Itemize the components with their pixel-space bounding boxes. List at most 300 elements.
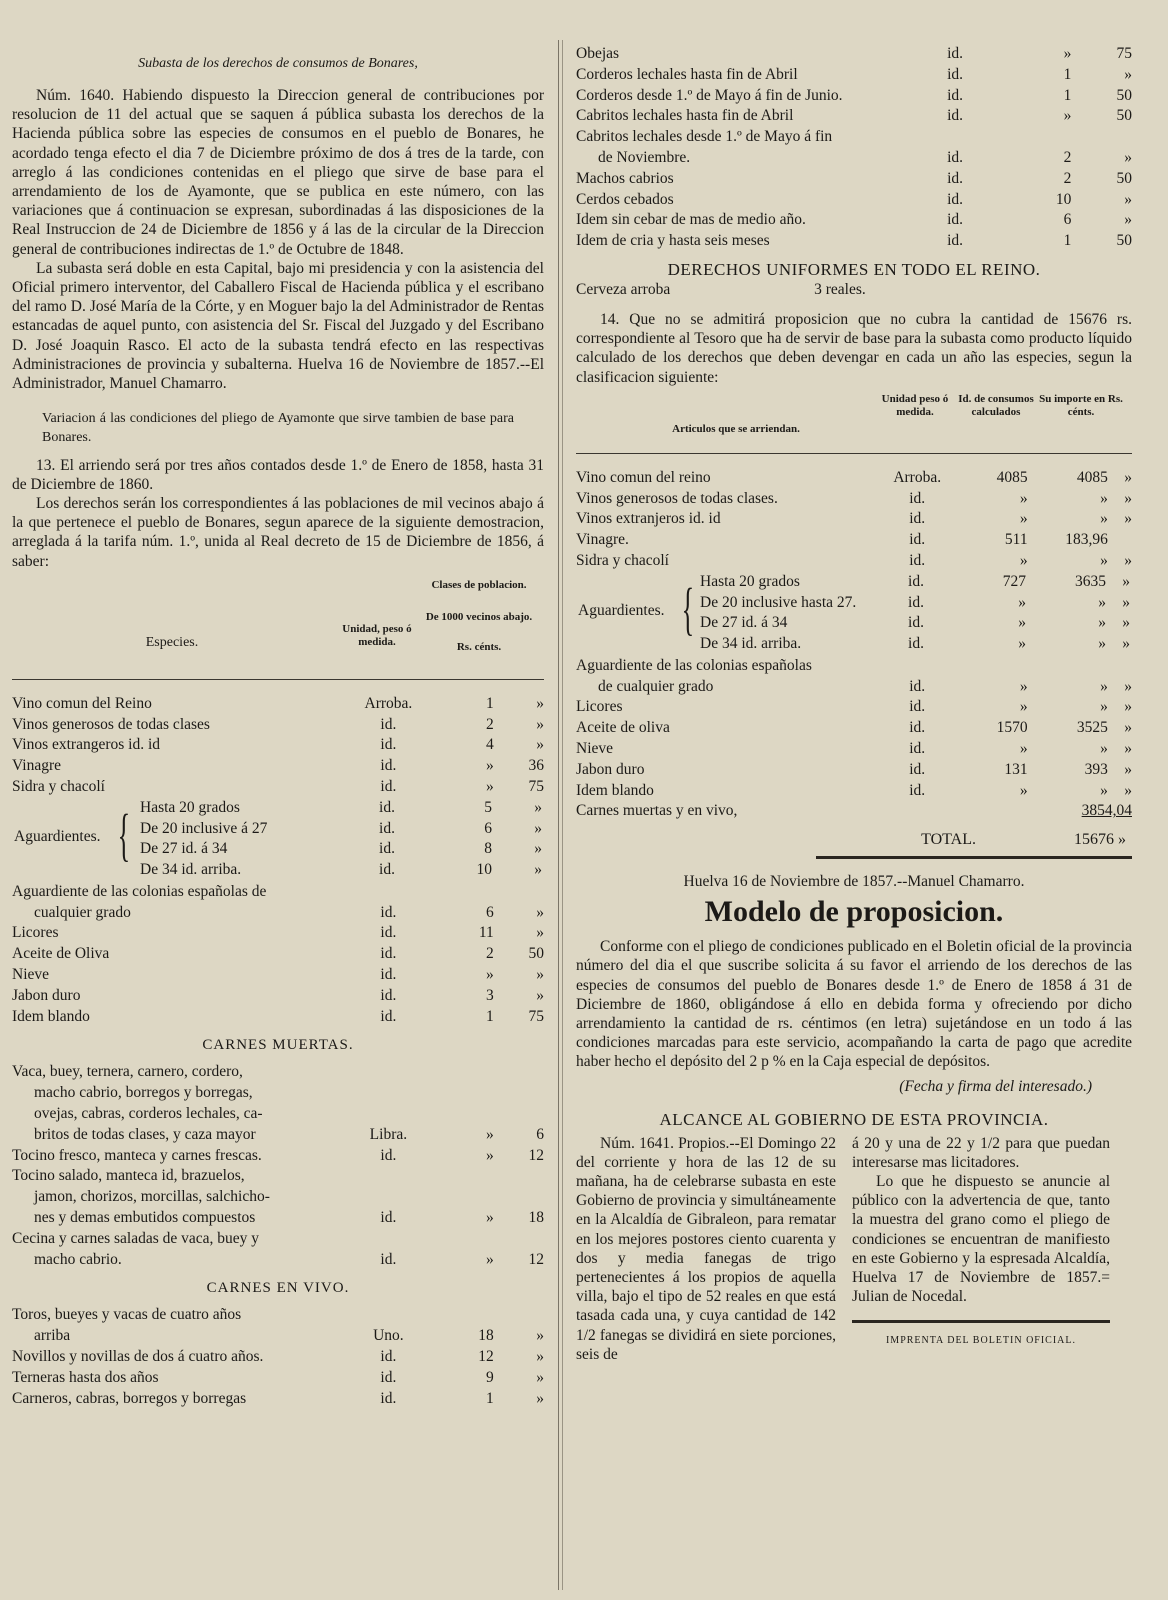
total-line [576,828,1132,852]
row-name: Cerdos cebados [576,190,674,208]
condition-14: 14. Que no se admitirá proposicion que no cubra la cantidad de 15676 rs. correspondiente al Tesoro que ha de servir de base para la subasta como producto líquido calculado de los derechos que deben devengar en cada un año las especies, segun la clasificacion siguiente: [576,310,1132,386]
row-cts: 50 [1116,107,1132,125]
row-qty: 511 [1004,531,1028,549]
right-tariff-top [576,44,1132,252]
row-name: Sidra y chacolí [576,551,669,569]
row-name: Toros, bueyes y vacas de cuatro años [12,1306,242,1324]
row-unit: id. [380,715,397,733]
condition-13-p2: Los derechos serán los correspondientes á las poblaciones de mil vecinos abajo á la que pertenece el pueblo de Bonares, segun aparece de la siguiente demostracion, arreglada á la tarifa núm. 1.º, unida al Real decreto de 15 de Diciembre de 1856, á saber: [12,495,544,570]
row-name: Aguardiente de las colonias españolas de [12,882,267,900]
table-row [576,86,1132,107]
row-name: Machos cabrios [576,169,674,187]
row-name: Vinagre [12,757,61,775]
row-cts: » [534,819,542,837]
row-rs: 1 [486,1007,494,1025]
row-rs: » [1098,635,1106,653]
table-row [576,65,1132,86]
row-cts: » [536,1327,544,1345]
row-cts: » [1124,148,1132,166]
table-row [576,489,1132,510]
row-unit: id. [908,593,924,611]
aguardientes-label: Aguardientes. [578,601,665,619]
row-unit: id. [380,1348,397,1365]
total-value: 15676 [1074,831,1114,849]
row-rs: » [1100,510,1108,528]
header-unidad: Unidad peso ó medida. [881,392,949,418]
row-unit: id. [379,798,395,816]
row-rs: 1 [1063,86,1072,104]
table-row [576,231,1132,252]
row-name: cualquier grado [34,903,131,921]
row-rs: 183,96 [1065,531,1108,549]
row-qty: » [1019,739,1028,757]
row-unit: id. [909,698,926,716]
aguardientes-group-right [576,572,1132,656]
row-name: Obejas [576,45,620,62]
row-unit: id. [380,966,397,984]
row-rs: 3854,04 [1081,802,1132,820]
row-unit: id. [947,65,964,83]
row-name: Hasta 20 grados [140,798,240,816]
alcance-title: ALCANCE AL GOBIERNO DE ESTA PROVINCIA. [659,1109,1049,1129]
notice-1640-p2: La subasta será doble en esta Capital, bajo mi presidencia y con la asistencia del Oficial primero interventor, del Caballero Fiscal de Hacienda pública y el escribano del ramo D. José María de la Córte, y en Moguer bajo la del Administrador de Rentas estancadas de aquel punto, con asistencia del Sr. Fiscal del Juzgado y del Escribano D. José Joaquin Rasco. El acto de la subasta tendrá efecto en las respectivas Administraciones de provincia y subalterna. Huelva 16 de Noviembre de 1857.--El Administrador, Manuel Chamarro. [12,259,544,393]
row-name: nes y demas embutidos compuestos [34,1209,256,1227]
modelo-text: Conforme con el pliego de condiciones publicado en el Boletin oficial de la provincia número del dia el que suscribe solicita á su favor el arriendo de los derechos de las especies de consumos del pueblo de Bonares desde 1.º de Enero de 1858 á 31 de Diciembre de 1860, obligándose á ello en debida forma y ofreciendo por dicho arrendamiento la cantidad de rs. céntimos (en letra) sujetándose en un todo á las condiciones marcadas para este servicio, acompañando la carta de pago que acredite haber hecho el depósito del 2 p % en la Caja especial de depósitos. [576,938,1132,1071]
row-rs: 6 [484,819,492,837]
carnes-vivo-title: CARNES EN VIVO. [206,1280,350,1297]
row-qty: 4085 [996,468,1028,486]
modelo-signature: (Fecha y firma del interesado.) [899,1077,1092,1095]
row-qty: 727 [1002,572,1026,590]
row-rs: 5 [484,798,492,816]
table-row [12,1125,544,1146]
row-name: de Noviembre. [598,148,691,166]
row-name: Vino comun del reino [576,468,711,486]
aguardientes-group [12,798,544,882]
row-cts: » [1124,468,1132,486]
table-row [576,697,1132,718]
row-qty: » [1019,677,1028,695]
alcance-text-b2: Lo que he dispuesto se anuncie al público con la advertencia de que, tanto la muestra del grano como el pliego de condiciones se encuentran de manifiesto en este Gobierno y la espresada Alcaldía, Huelva 17 de Noviembre de 1857.= Julian de Nocedal. [852,1172,1110,1306]
row-name: De 20 inclusive hasta 27. [700,593,857,611]
table-row [12,923,544,944]
table-row [576,718,1132,739]
row-unit: id. [909,719,926,737]
table-row [12,1007,544,1028]
brace: { [681,575,695,641]
carnes-vivo-table [12,1305,544,1409]
row-rs: 9 [486,1368,494,1386]
row-cts [1108,530,1132,551]
row-name: De 20 inclusive á 27 [140,819,268,837]
row-name: Licores [12,924,59,942]
row-rs: » [486,757,494,775]
row-name: Nieve [12,966,50,984]
row-unit: id. [380,1389,397,1407]
row-cts: » [536,736,544,754]
row-cts: » [1124,719,1132,737]
row-rs: » [486,1250,494,1268]
row-rs: » [486,1125,494,1143]
row-cts: » [1124,551,1132,569]
row-unit: id. [379,840,395,858]
row-cts: 75 [528,1007,544,1025]
row-rs: 1 [1063,65,1072,83]
row-cts: 50 [528,945,544,963]
row-unit: id. [380,736,397,754]
row-unit: id. [380,757,397,775]
table-row [700,613,1130,634]
row-qty: » [1018,614,1026,632]
row-cts: » [1124,65,1132,83]
table-row [576,530,1132,551]
row-name: Corderos lechales hasta fin de Abril [576,65,798,83]
table-row [12,1250,544,1271]
row-unit: Uno. [373,1327,404,1345]
row-cts: » [1124,190,1132,208]
row-name: De 27 id. á 34 [700,614,788,632]
table-row [576,106,1132,127]
row-qty: » [1019,781,1028,799]
row-cts: » [1124,698,1132,716]
header-articulos: Articulos que se arriendan. [672,422,800,435]
right-table-header [576,387,1132,443]
row-name: De 34 id. arriba. [700,635,802,653]
row-name: Vino comun del Reino [12,694,152,712]
row-cts: » [1122,593,1130,611]
table-row [576,44,1132,65]
row-unit: id. [947,148,964,166]
row-name: Sidra y chacolí [12,778,105,796]
section-title: Subasta de los derechos de consumos de Bonares, [138,56,418,71]
row-cts: 50 [1116,232,1132,250]
notice-1640: Núm. 1640. Habiendo dispuesto la Direccion general de contribuciones por resolucion de 11 del actual que se saquen á pública subasta los derechos de la Hacienda pública sobre las especies de consumos en el pueblo de Bonares, he acordado tenga efecto el dia 7 de Diciembre próximo de dos á tres de la tarde, con arreglo á las condiciones contenidas en el pliego que sirve de base para el arrendamiento de los de Ayamonte, que se publica en este número, con las variaciones que á continuacion se expresan, subordinadas á las disposiciones de la Real Instruccion de 24 de Diciembre de 1856 y á las de la circular de la Direccion general de contribuciones indirectas de 1.º de Octubre de 1848. [12,87,544,258]
row-rs: 18 [478,1327,494,1345]
row-unit: id. [947,86,964,104]
row-name: Jabon duro [12,986,81,1004]
row-unit: id. [908,614,924,632]
row-name: Aceite de oliva [576,719,670,737]
row-unit: id. [380,778,397,796]
row-name: Cabritos lechales desde 1.º de Mayo á fin [576,128,833,146]
table-row [12,944,544,965]
alcance-columns [576,1134,1132,1464]
row-rs: 10 [476,861,492,879]
row-unit: id. [380,1209,397,1227]
row-qty: » [1018,593,1026,611]
row-name: Cecina y carnes saladas de vaca, buey y [12,1229,260,1247]
signature: Huelva 16 de Noviembre de 1857.--Manuel Chamarro. [683,873,1025,891]
row-cts: 50 [1116,86,1132,104]
row-cts: » [536,966,544,984]
row-rs: 1 [486,1389,494,1407]
row-rs: » [1100,781,1108,799]
cerveza-label: Cerveza arroba [576,280,671,298]
row-unit: id. [909,739,926,757]
alcance-text-a: Núm. 1641. Propios.--El Domingo 22 del corriente y hora de las 12 de su mañana, ha de celebrarse subasta en este Gobierno de provincia y simultáneamente en la Alcaldía de Gibraleon, para rematar en los mejores postores ciento cuarenta y dos y media fanegas de trigo pertenecientes á los propios de aquella villa, bajo el tipo de 52 reales en que está tasada cada una, y cuya cantidad de 142 1/2 fanegas se dividirá en siete porciones, seis de [576,1134,836,1363]
row-rs: 10 [1055,190,1072,208]
row-rs: 3 [486,986,494,1004]
row-name: Nieve [576,739,614,757]
row-cts: 75 [1116,45,1132,62]
row-qty: 131 [1004,760,1028,778]
table-rule [576,453,1132,454]
row-unit: Libra. [369,1125,408,1143]
row-name: Novillos y novillas de dos á cuatro años. [12,1348,264,1365]
table-row [700,593,1130,614]
row-name: britos de todas clases, y caza mayor [34,1125,256,1143]
table-row [12,986,544,1007]
row-cts: » [534,840,542,858]
row-rs: » [1063,107,1072,125]
row-name: de cualquier grado [598,677,714,695]
row-cts: 75 [528,778,544,796]
row-cts: » [1122,614,1130,632]
row-unit: id. [908,635,924,653]
table-row [576,148,1132,169]
table-row [700,634,1130,655]
row-cts: » [1124,739,1132,757]
row-name: Jabon duro [576,760,645,778]
row-name: Vinagre. [576,531,629,549]
table-row [576,739,1132,760]
row-unit: id. [909,489,926,507]
table-row [12,694,544,715]
modelo-title: Modelo de proposicion. [704,895,1004,929]
row-rs: » [486,1209,494,1227]
table-row [12,1347,544,1368]
table-row [12,1146,544,1167]
header-unidad: Unidad, peso ó medida. [342,622,412,648]
row-rs: » [1100,489,1108,507]
row-cts: » [536,986,544,1004]
row-rs: 3635 [1075,572,1106,590]
row-name: Tocino fresco, manteca y carnes frescas. [12,1146,262,1164]
right-tariff-table-2 [576,656,1132,822]
header-importe: Su importe en Rs. cénts. [1039,392,1123,418]
right-tariff-table [576,468,1132,572]
table-row [576,781,1132,802]
row-rs: » [1100,677,1108,695]
row-name: Aguardiente de las colonias españolas [576,656,812,674]
footer-rule [852,1320,1110,1323]
row-name: Terneras hasta dos años [12,1368,159,1386]
row-unit: id. [380,1250,397,1268]
header-especies: Especies. [145,634,199,650]
row-rs: 4085 [1076,468,1108,486]
table-row [576,169,1132,190]
row-rs: 2 [486,945,494,963]
row-cts: » [1124,211,1132,229]
row-qty: » [1019,489,1028,507]
table-row [12,903,544,924]
row-unit: id. [947,107,964,125]
table-row [12,1368,544,1389]
right-column [576,0,1132,1464]
row-qty: » [1019,698,1028,716]
row-unit: id. [909,510,926,528]
row-name: Idem de cria y hasta seis meses [576,232,770,250]
total-rule [816,856,1132,859]
row-name: Cabritos lechales hasta fin de Abril [576,107,794,125]
row-cts: » [536,924,544,942]
table-row [140,860,542,881]
row-rs: » [1063,45,1072,62]
row-cts: » [536,1348,544,1365]
condition-13: 13. El arriendo será por tres años contados desde 1.º de Enero de 1858, hasta 31 de Diciembre de 1860. [12,456,544,493]
row-qty: » [1019,551,1028,569]
row-rs: » [1100,698,1108,716]
row-name: jamon, chorizos, morcillas, salchicho- [34,1188,270,1206]
row-unit: id. [947,190,964,208]
row-cts: » [536,903,544,921]
row-rs: 11 [478,924,494,942]
aguardientes-label: Aguardientes. [14,827,101,845]
row-rs: 6 [1063,211,1072,229]
row-unit: id. [380,903,397,921]
variation-title: Variacion á las condiciones del pliego de Ayamonte que sirve tambien de base para Bonares. [42,411,514,446]
row-rs: 6 [486,903,494,921]
row-unit: id. [909,531,926,549]
row-unit: id. [909,677,926,695]
table-row [576,551,1132,572]
table-rule [12,679,544,680]
row-cts: » [536,715,544,733]
row-rs: » [486,778,494,796]
row-cts: » [536,694,544,712]
row-qty: » [1019,510,1028,528]
row-rs: » [1098,614,1106,632]
row-unit: id. [380,1368,397,1386]
table-row [12,965,544,986]
row-name: Vinos extranjeros id. id [576,510,721,528]
uniformes-title: DERECHOS UNIFORMES EN TODO EL REINO. [667,259,1041,279]
row-cts: » [534,861,542,879]
row-name: Vinos generosos de todas clases. [576,489,778,507]
row-name: arriba [34,1327,71,1345]
row-unit: Arroba. [893,468,942,486]
row-unit: id. [909,760,926,778]
row-unit: id. [380,1146,397,1164]
row-cts: » [1124,489,1132,507]
table-row [576,468,1132,489]
row-name: Vinos generosos de todas clases [12,715,210,733]
header-rs: Rs. cénts. [456,640,502,653]
row-name: Carnes muertas y en vivo, [576,802,738,820]
row-rs: » [1100,739,1108,757]
tariff-table [12,694,544,798]
row-cts: » [536,1389,544,1407]
row-cts: 36 [528,757,544,775]
table-row [12,1208,544,1229]
row-name: Vinos extrangeros id. id [12,736,161,754]
total-cts: » [1118,831,1126,849]
row-cts: 12 [528,1146,544,1164]
table-row [576,760,1132,781]
row-name: Idem sin cebar de mas de medio año. [576,211,806,229]
row-rs: 2 [486,715,494,733]
row-cts: 18 [528,1209,544,1227]
cerveza-value: 3 reales. [814,280,866,298]
row-unit: id. [380,986,397,1004]
row-qty: » [1018,635,1026,653]
row-name: De 27 id. á 34 [140,840,228,858]
row-cts: » [1122,572,1130,590]
carnes-muertas-table [12,1062,544,1270]
row-name: Tocino salado, manteca id, brazuelos, [12,1167,245,1185]
row-unit: id. [380,1007,397,1025]
table-row [140,839,542,860]
row-cts: » [536,1368,544,1386]
table-row [140,819,542,840]
row-unit: id. [379,861,395,879]
row-name: Corderos desde 1.º de Mayo á fin de Junio. [576,86,843,104]
header-vecinos: De 1000 vecinos abajo. [425,610,533,623]
row-name: Vaca, buey, ternera, carnero, cordero, [12,1063,243,1081]
row-unit: id. [908,572,924,590]
table-row [12,1326,544,1347]
header-consumos: Id. de consumos calculados [958,392,1034,418]
brace: { [117,801,131,867]
row-rs: » [486,966,494,984]
row-rs: 393 [1084,760,1108,778]
row-name: Idem blando [12,1007,90,1025]
table-row [12,777,544,798]
row-name: Hasta 20 grados [700,572,800,590]
row-name: De 34 id. arriba. [140,861,242,879]
row-cts: » [1124,510,1132,528]
row-name: ovejas, cabras, corderos lechales, ca- [34,1105,263,1123]
row-unit: id. [909,551,926,569]
tariff-table-2 [12,882,544,1028]
cerveza-line [576,280,1132,300]
row-cts: » [1122,635,1130,653]
row-cts: 12 [528,1250,544,1268]
total-label: TOTAL. [921,831,976,849]
row-unit: id. [947,45,964,62]
row-cts: 50 [1116,169,1132,187]
row-rs: 2 [1063,148,1072,166]
table-row [12,756,544,777]
table-row [12,1389,544,1410]
row-rs: » [1100,551,1108,569]
table-row [576,801,1132,822]
header-clases: Clases de poblacion. [431,578,527,591]
table-row [140,798,542,819]
table-header [12,571,544,673]
row-unit: id. [947,232,964,250]
row-cts: 6 [536,1125,544,1143]
row-name: macho cabrio, borregos y borregas, [34,1084,253,1102]
row-unit: id. [909,781,926,799]
row-rs: 8 [484,840,492,858]
table-row [576,190,1132,211]
table-row [12,882,544,903]
row-unit: Arroba. [364,694,413,712]
alcance-text-b1: á 20 y una de 22 y 1/2 para que puedan interesarse mas licitadores. [852,1134,1110,1171]
row-rs: » [486,1146,494,1164]
row-rs: » [1098,593,1106,611]
table-row [576,210,1132,231]
table-row [12,735,544,756]
row-rs: 12 [478,1348,494,1365]
row-name: Carneros, cabras, borregos y borregas [12,1389,247,1407]
row-name: Idem blando [576,781,654,799]
row-rs: 1 [486,694,494,712]
row-rs: 2 [1063,169,1072,187]
table-row [12,715,544,736]
row-unit: id. [947,211,964,229]
